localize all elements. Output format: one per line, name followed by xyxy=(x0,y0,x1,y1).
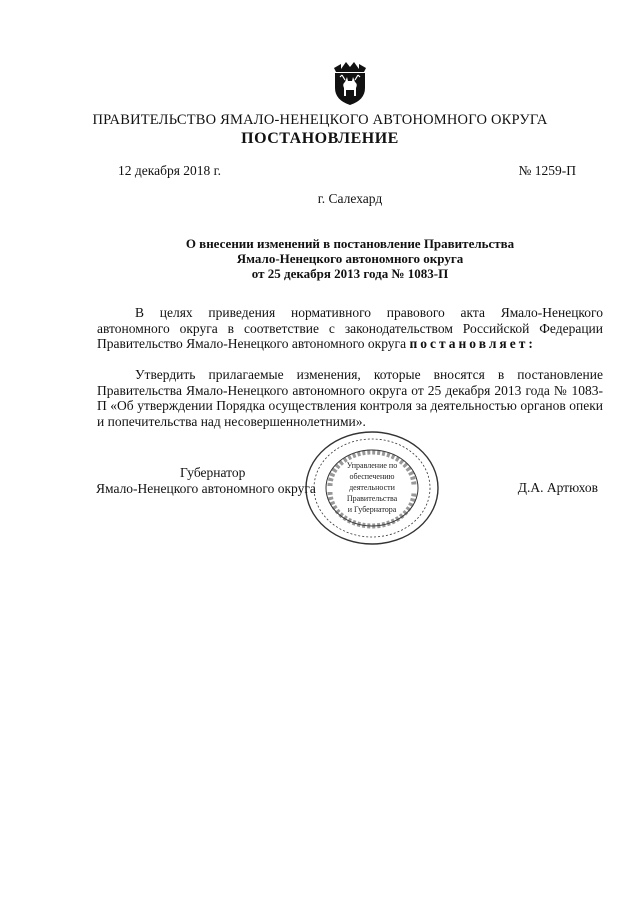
stamp-line-4: Правительства xyxy=(346,494,398,503)
stamp-line-2: обеспечению xyxy=(349,472,395,481)
signatory-organization: Ямало-Ненецкого автономного округа xyxy=(96,481,316,496)
document-date: 12 декабря 2018 г. xyxy=(118,163,222,178)
stamp-line-5: и Губернатора xyxy=(347,505,397,514)
signatory-title: Губернатор xyxy=(180,465,246,480)
paragraph-preamble xyxy=(97,305,603,352)
document-city: г. Салехард xyxy=(317,191,383,206)
subject-line-2: Ямало-Ненецкого автономного округа xyxy=(236,251,464,266)
subject-line-3: от 25 декабря 2013 года № 1083-П xyxy=(251,266,449,281)
document-number: № 1259-П xyxy=(518,163,576,178)
signatory-name: Д.А. Артюхов xyxy=(517,480,598,495)
coat-of-arms-icon xyxy=(330,58,370,106)
preamble-text: В целях приведения нормативного правового акта Ямало-Ненецкого автономного округа в соответствие с законодательством Российской Федерации Правительство Ямало-Ненецкого автономного округа xyxy=(97,305,603,351)
document-type: ПОСТАНОВЛЕНИЕ xyxy=(241,130,399,147)
document-subject xyxy=(0,236,640,281)
subject-line-1: О внесении изменений в постановление Правительства xyxy=(185,236,515,251)
official-stamp xyxy=(302,428,442,548)
organization-title: ПРАВИТЕЛЬСТВО ЯМАЛО-НЕНЕЦКОГО АВТОНОМНОГО ОКРУГА xyxy=(92,112,548,128)
stamp-line-3: деятельности xyxy=(349,483,395,492)
paragraph-resolution: Утвердить прилагаемые изменения, которые вносятся в постановление Правительства Ямало-Ненецкого автономного округа от 25 декабря 2013 года № 1083-П «Об утверждении Порядка осуществления контроля за деятельностью органов опеки и попечительства над несовершеннолетними». xyxy=(97,367,603,429)
resolves-word: постановляет: xyxy=(409,336,536,351)
stamp-line-1: Управление по xyxy=(346,461,398,470)
